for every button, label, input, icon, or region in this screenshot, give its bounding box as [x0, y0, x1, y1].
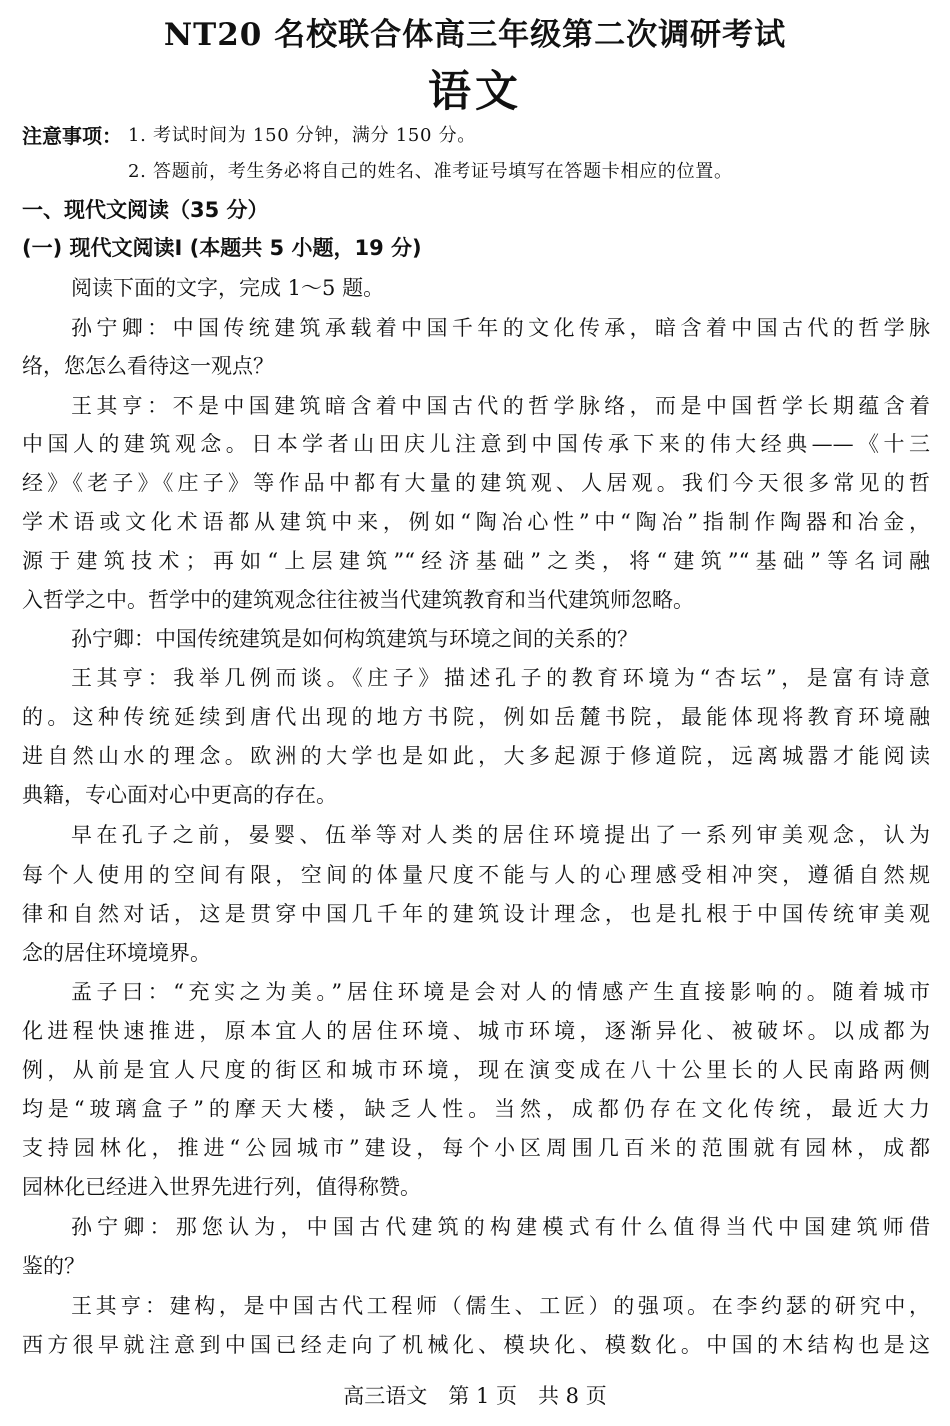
subsection-heading: (一) 现代文阅读Ⅰ (本题共 5 小题，19 分) [22, 236, 422, 260]
body-line-8: 源于建筑技术；再如“上层建筑”“经济基础”之类，将“建筑”“基础”等名词融 [22, 549, 930, 573]
body-line-26: 鉴的？ [22, 1254, 85, 1278]
body-line-2: 孙宁卿：中国传统建筑承载着中国千年的文化传承，暗含着中国古代的哲学脉 [71, 316, 930, 340]
body-line-19: 孟子曰：“充实之为美。”居住环境是会对人的情感产生直接影响的。随着城市 [71, 980, 930, 1004]
body-line-1: 阅读下面的文字，完成 1～5 题。 [71, 276, 385, 300]
body-line-22: 均是“玻璃盒子”的摩天大楼，缺乏人性。当然，成都仍存在文化传统，最近大力 [22, 1097, 930, 1121]
body-line-27: 王其亨：建构，是中国古代工程师（儒生、工匠）的强项。在李约瑟的研究中， [71, 1294, 930, 1318]
body-line-17: 律和自然对话，这是贯穿中国几千年的建筑设计理念，也是扎根于中国传统审美观 [22, 902, 930, 926]
body-line-7: 学术语或文化术语都从建筑中来，例如“陶冶心性”中“陶冶”指制作陶器和冶金， [22, 510, 930, 534]
body-line-11: 王其亨：我举几例而谈。《庄子》描述孔子的教育环境为“杏坛”，是富有诗意 [71, 666, 930, 690]
notice-item-1: 1. 考试时间为 150 分钟，满分 150 分。 [128, 125, 476, 146]
body-line-21: 例，从前是宜人尺度的街区和城市环境，现在演变成在八十公里长的人民南路两侧 [22, 1058, 930, 1082]
body-line-10: 孙宁卿：中国传统建筑是如何构筑建筑与环境之间的关系的？ [71, 627, 638, 651]
body-line-9: 入哲学之中。哲学中的建筑观念往往被当代建筑教育和当代建筑师忽略。 [22, 588, 694, 612]
notice-item-2: 2. 答题前，考生务必将自己的姓名、准考证号填写在答题卡相应的位置。 [128, 161, 733, 182]
body-line-20: 化进程快速推进，原本宜人的居住环境、城市环境，逐渐异化、被破坏。以成都为 [22, 1019, 930, 1043]
body-line-15: 早在孔子之前，晏婴、伍举等对人类的居住环境提出了一系列审美观念，认为 [71, 823, 930, 847]
body-line-3: 络，您怎么看待这一观点？ [22, 354, 274, 378]
body-line-18: 念的居住环境境界。 [22, 941, 211, 965]
body-line-13: 进自然山水的理念。欧洲的大学也是如此，大多起源于修道院，远离城嚣才能阅读 [22, 744, 930, 768]
body-line-14: 典籍，专心面对心中更高的存在。 [22, 783, 337, 807]
body-line-28: 西方很早就注意到中国已经走向了机械化、模块化、模数化。中国的木结构也是这 [22, 1333, 930, 1357]
section-heading: 一、现代文阅读（35 分） [22, 198, 269, 222]
body-line-12: 的。这种传统延续到唐代出现的地方书院，例如岳麓书院，最能体现将教育环境融 [22, 705, 930, 729]
body-line-16: 每个人使用的空间有限，空间的体量尺度不能与人的心理感受相冲突，遵循自然规 [22, 863, 930, 887]
body-line-4: 王其亨：不是中国建筑暗含着中国古代的哲学脉络，而是中国哲学长期蕴含着 [71, 394, 930, 418]
notice-label: 注意事项： [22, 124, 122, 148]
body-line-25: 孙宁卿：那您认为，中国古代建筑的构建模式有什么值得当代中国建筑师借 [71, 1215, 930, 1239]
page-footer: 高三语文 第 1 页 共 8 页 [343, 1384, 607, 1408]
body-line-24: 园林化已经进入世界先进行列，值得称赞。 [22, 1175, 421, 1199]
subject-title: 语文 [428, 67, 522, 117]
body-line-23: 支持园林化，推进“公园城市”建设，每个小区周围几百米的范围就有园林，成都 [22, 1136, 930, 1160]
body-line-6: 经》《老子》《庄子》等作品中都有大量的建筑观、人居观。我们今天很多常见的哲 [22, 471, 930, 495]
body-line-5: 中国人的建筑观念。日本学者山田庆儿注意到中国传承下来的伟大经典——《十三 [22, 432, 930, 456]
exam-title: NT20 名校联合体高三年级第二次调研考试 [163, 17, 787, 53]
